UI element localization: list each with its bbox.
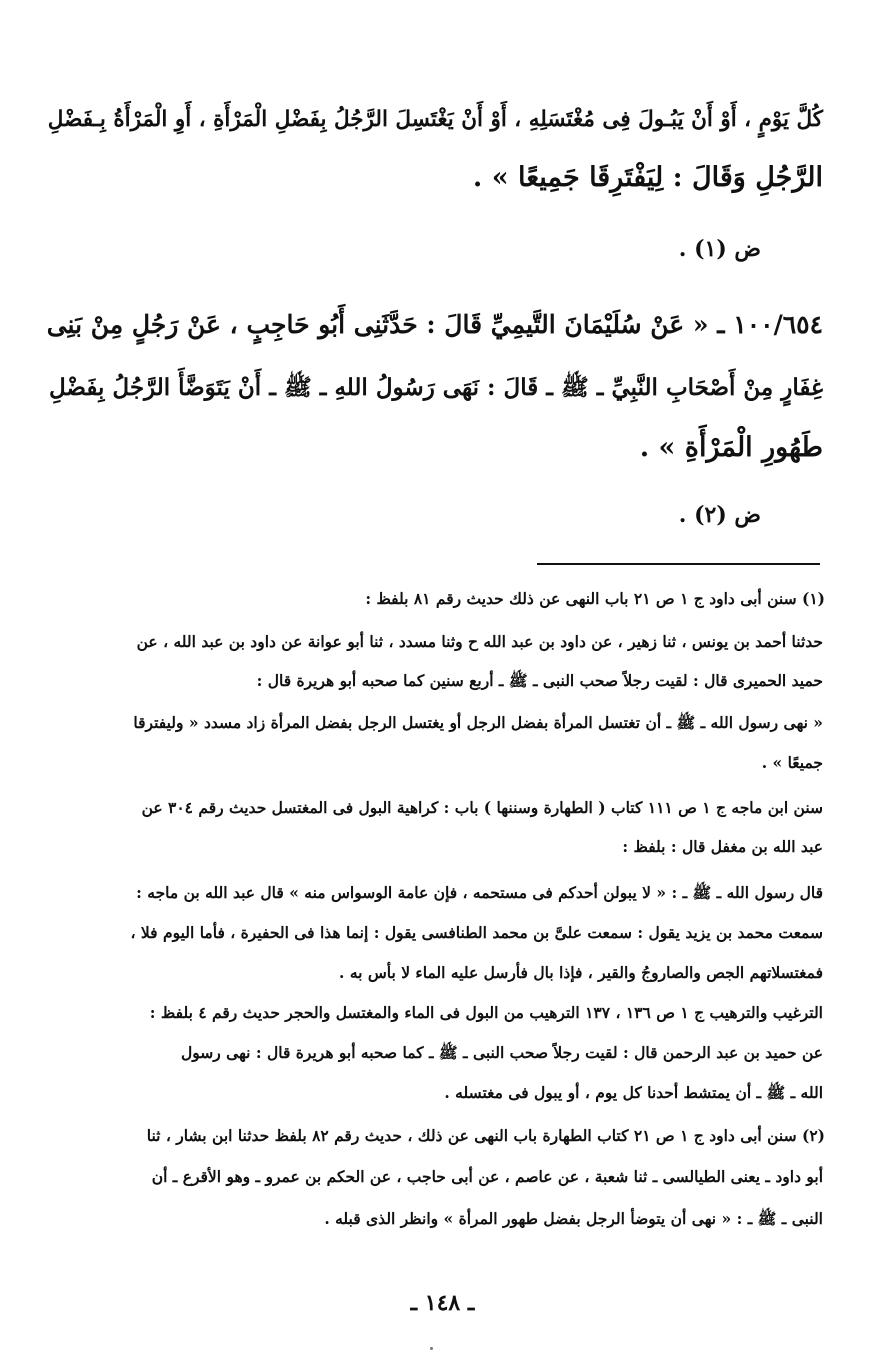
- footnote-1-line-4: « نهى رسول الله ـ ﷺ ـ أن تغتسل المرأة بفضل الرجل أو يغتسل الرجل بفضل المرأة زاد مسدد « وليفترقا: [133, 713, 823, 732]
- footnote-1-line-6: سنن ابن ماجه ج ١ ص ١١١ كتاب ( الطهارة وسننها ) باب : كراهية البول فى المغتسل حديث رقم ٣٠٤ عن: [141, 798, 823, 817]
- hadith-654-line-2: غِفَارٍ مِنْ أَصْحَابِ النَّبِيِّ ـ ﷺ ـ قَالَ : نَهَى رَسُولُ اللهِ ـ ﷺ ـ أَنْ يَتَوَضَّأَ الرَّجُلُ بِفَضْلِ: [49, 374, 823, 401]
- hadith-654-line-1: ١٠٠/٦٥٤ ـ « عَنْ سُلَيْمَانَ التَّيمِيِّ قَالَ : حَدَّثَنِى أَبُو حَاجِبٍ ، عَنْ رَجُلٍ مِنْ بَنِى: [46, 310, 823, 339]
- footnote-1-line-8: قال رسول الله ـ ﷺ ـ : « لا يبولن أحدكم فى مستحمه ، فإن عامة الوسواس منه » قال عبد الله بن ماجه :: [136, 883, 823, 902]
- main-text-line-2: الرَّجُلِ وَقَالَ : لِيَفْتَرِقَا جَمِيعًا » .: [472, 162, 823, 193]
- footnote-2-line-2: أبو داود ـ يعنى الطيالسى ـ ثنا شعبة ، عن عاصم ، عن أبى حاجب ، عن الحكم بن عمرو ـ وهو الأقرع ـ أن: [151, 1167, 823, 1186]
- page-number: ـ ١٤٨ ـ: [410, 1290, 475, 1316]
- hadith-654-line-3: طَهُورِ الْمَرْأَةِ » .: [639, 432, 823, 463]
- reference-marker-1: ض (١) .: [678, 236, 761, 262]
- reference-marker-2: ض (٢) .: [678, 502, 761, 528]
- footnote-1-line-3: حميد الحميرى قال : لقيت رجلاً صحب النبى ـ ﷺ ـ أربع سنين كما صحبه أبو هريرة قال :: [256, 671, 823, 690]
- footnote-1-line-5: جميعًا » .: [761, 753, 823, 772]
- footnote-1-line-10: فمغتسلاتهم الجص والصاروجُ والقير ، فإذا بال فأرسل عليه الماء لا بأس به .: [339, 963, 823, 982]
- footnote-2-line-3: النبى ـ ﷺ ـ : « نهى أن يتوضأ الرجل بفضل طهور المرأة » وانظر الذى قبله .: [324, 1209, 823, 1228]
- footnote-1-line-2: حدثنا أحمد بن يونس ، ثنا زهير ، عن داود بن عبد الله ح وثنا مسدد ، ثنا أبو عوانة عن داود بن عبد الله ، عن: [136, 632, 823, 651]
- main-text-line-1: كُلَّ يَوْمٍ ، أَوْ أَنْ يَبُـولَ فِى مُغْتَسَلِهِ ، أَوْ أَنْ يَغْتَسِلَ الرَّجُلُ بِفَضْلِ الْمَرْأَةِ ، أَوِ الْمَرْأَةُ بِـفَضْلِ: [47, 107, 823, 132]
- footnote-1-line-12: عن حميد بن عبد الرحمن قال : لقيت رجلاً صحب النبى ـ ﷺ ـ كما صحبه أبو هريرة قال : نهى رسول: [180, 1043, 823, 1062]
- print-speck: [430, 1347, 433, 1350]
- footnote-2-line-1: (٢) سنن أبى داود ج ١ ص ٢١ كتاب الطهارة باب النهى عن ذلك ، حديث رقم ٨٢ بلفظ حدثنا ابن بشار ، ثنا: [146, 1126, 825, 1145]
- footnote-1-line-7: عبد الله بن مغفل قال : بلفظ :: [622, 837, 823, 856]
- footnote-1-line-13: الله ـ ﷺ ـ أن يمتشط أحدنا كل يوم ، أو يبول فى مغتسله .: [444, 1083, 823, 1102]
- footnote-separator: [537, 563, 820, 565]
- footnote-1-line-11: الترغيب والترهيب ج ١ ص ١٣٦ ، ١٣٧ الترهيب من البول فى الماء والمغتسل والحجر حديث رقم ٤ بلفظ :: [149, 1003, 823, 1022]
- footnote-1-line-1: (١) سنن أبى داود ج ١ ص ٢١ باب النهى عن ذلك حديث رقم ٨١ بلفظ :: [365, 589, 825, 608]
- footnote-1-line-9: سمعت محمد بن يزيد يقول : سمعت علىَّ بن محمد الطنافسى يقول : إنما هذا فى الحفيرة ، فأما اليوم فلا ،: [130, 923, 823, 942]
